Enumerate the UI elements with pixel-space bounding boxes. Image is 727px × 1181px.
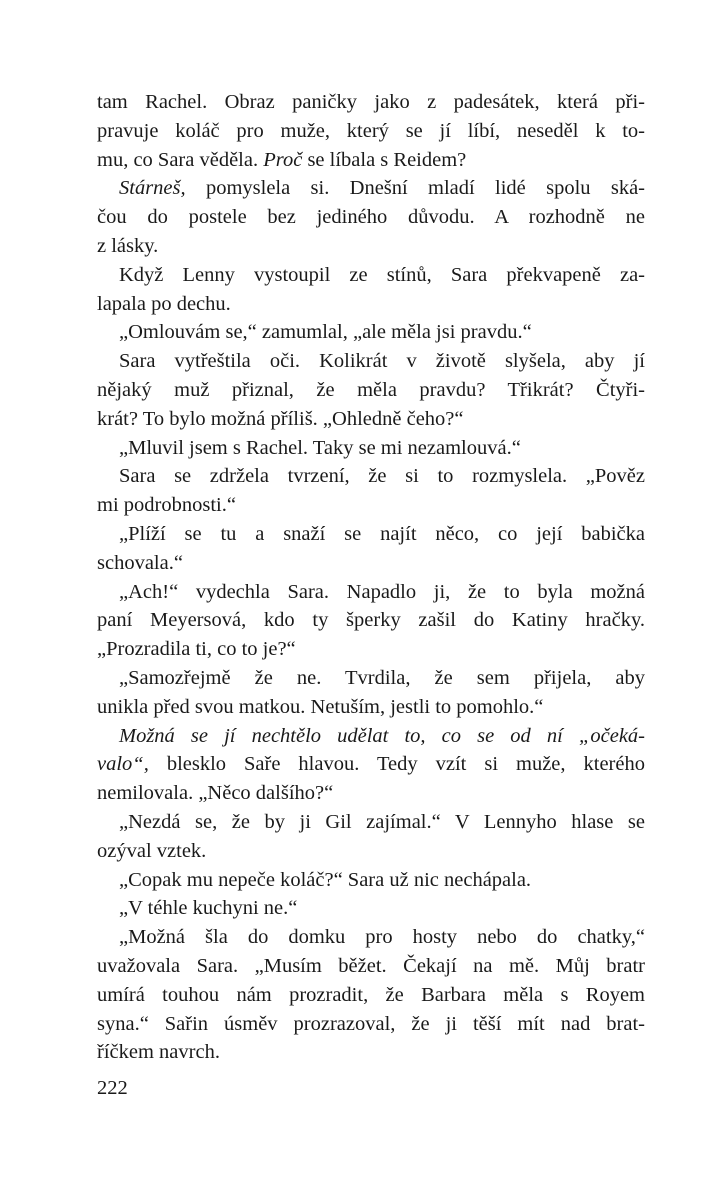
text-run: z lásky.: [97, 234, 159, 257]
page-number: 222: [97, 1077, 128, 1099]
text-line: [97, 347, 645, 376]
text-run: Sara vytřeštila oči. Kolikrát v životě slyšela, aby jí: [119, 350, 645, 373]
text-line: [97, 923, 645, 952]
book-page-body: [97, 88, 645, 1067]
text-run: Když Lenny vystoupil ze stínů, Sara překvapeně za-: [119, 263, 645, 286]
text-run: nemilovala. „Něco dalšího?“: [97, 782, 334, 805]
italic-text: Možná se jí nechtělo udělat to, co se od ní „očeká-: [119, 724, 645, 747]
text-run: krát? To bylo možná příliš. „Ohledně čeho?“: [97, 407, 464, 430]
text-run: „Možná šla do domku pro hosty nebo do chatky,“: [119, 926, 645, 949]
paragraph: [97, 347, 645, 433]
paragraph: [97, 462, 645, 520]
text-run: uvažovala Sara. „Musím běžet. Čekají na mě. Můj bratr: [97, 954, 645, 977]
text-line: [97, 664, 645, 693]
text-run: „V téhle kuchyni ne.“: [119, 897, 298, 920]
italic-text: Stárneš,: [119, 177, 186, 200]
text-run: blesklo Saře hlavou. Tedy vzít si muže, kterého: [148, 753, 645, 776]
text-run: „Plíží se tu a snaží se najít něco, co její babička: [119, 522, 645, 545]
text-line: [97, 318, 645, 347]
text-run: pomyslela si. Dnešní mladí lidé spolu ská-: [185, 177, 645, 200]
text-line: [97, 952, 645, 981]
text-run: umírá touhou nám prozradit, že Barbara měla s Royem: [97, 983, 645, 1006]
text-run: „Prozradila ti, co to je?“: [97, 638, 296, 661]
text-run: paní Meyersová, kdo ty šperky zašil do Katiny hračky.: [97, 609, 645, 632]
text-line: [97, 434, 645, 463]
paragraph: [97, 434, 645, 463]
text-run: tam Rachel. Obraz paničky jako z padesátek, která při-: [97, 91, 645, 113]
paragraph: [97, 520, 645, 578]
text-run: „Samozřejmě že ne. Tvrdila, že sem přijela, aby: [119, 666, 645, 689]
text-line: [97, 894, 645, 923]
text-run: „Nezdá se, že by ji Gil zajímal.“ V Lennyho hlase se: [119, 810, 645, 833]
paragraph: [97, 923, 645, 1067]
text-line: [97, 693, 645, 722]
text-line: [97, 88, 645, 117]
text-line: [97, 376, 645, 405]
text-run: „Mluvil jsem s Rachel. Taky se mi nezamlouvá.“: [119, 436, 521, 459]
paragraph: [97, 866, 645, 895]
text-run: nějaký muž přiznal, že měla pravdu? Třikrát? Čtyři-: [97, 378, 645, 401]
text-line: [97, 174, 645, 203]
text-run: pravuje koláč pro muže, který se jí líbí, neseděl k to-: [97, 119, 645, 142]
text-run: „Copak mu nepeče koláč?“ Sara už nic nechápala.: [119, 868, 532, 891]
text-run: unikla před svou matkou. Netuším, jestli to pomohlo.“: [97, 695, 544, 718]
text-line: [97, 261, 645, 290]
italic-text: Proč: [263, 148, 303, 171]
text-line: [97, 1038, 645, 1067]
text-line: [97, 866, 645, 895]
text-line: [97, 549, 645, 578]
text-line: [97, 808, 645, 837]
text-line: [97, 837, 645, 866]
text-run: říčkem navrch.: [97, 1041, 220, 1064]
text-run: schovala.“: [97, 551, 183, 574]
paragraph: [97, 722, 645, 808]
text-line: [97, 606, 645, 635]
text-line: [97, 1010, 645, 1039]
paragraph: [97, 174, 645, 260]
text-run: ozýval vztek.: [97, 839, 207, 862]
text-line: [97, 491, 645, 520]
text-line: [97, 405, 645, 434]
paragraph: [97, 578, 645, 664]
text-run: mi podrobnosti.“: [97, 494, 236, 517]
text-run: mu, co Sara věděla.: [97, 148, 264, 171]
text-line: [97, 981, 645, 1010]
text-run: lapala po dechu.: [97, 292, 231, 315]
text-line: [97, 290, 645, 319]
text-line: [97, 722, 645, 751]
text-line: [97, 779, 645, 808]
text-line: [97, 635, 645, 664]
paragraph: [97, 894, 645, 923]
text-line: [97, 232, 645, 261]
text-line: [97, 117, 645, 146]
paragraph: [97, 88, 645, 174]
text-run: čou do postele bez jediného důvodu. A rozhodně ne: [97, 206, 645, 229]
text-line: [97, 146, 645, 175]
text-run: se líbala s Reidem?: [302, 148, 467, 171]
text-line: [97, 520, 645, 549]
text-run: „Ach!“ vydechla Sara. Napadlo ji, že to byla možná: [119, 580, 645, 603]
paragraph: [97, 664, 645, 722]
text-line: [97, 750, 645, 779]
text-line: [97, 203, 645, 232]
italic-text: valo“,: [97, 753, 149, 776]
paragraph: [97, 261, 645, 319]
text-run: „Omlouvám se,“ zamumlal, „ale měla jsi pravdu.“: [119, 321, 532, 344]
text-line: [97, 462, 645, 491]
text-line: [97, 578, 645, 607]
paragraph: [97, 318, 645, 347]
text-run: Sara se zdržela tvrzení, že si to rozmyslela. „Pověz: [119, 465, 645, 488]
text-run: syna.“ Sařin úsměv prozrazoval, že ji těší mít nad brat-: [97, 1012, 645, 1035]
paragraph: [97, 808, 645, 866]
